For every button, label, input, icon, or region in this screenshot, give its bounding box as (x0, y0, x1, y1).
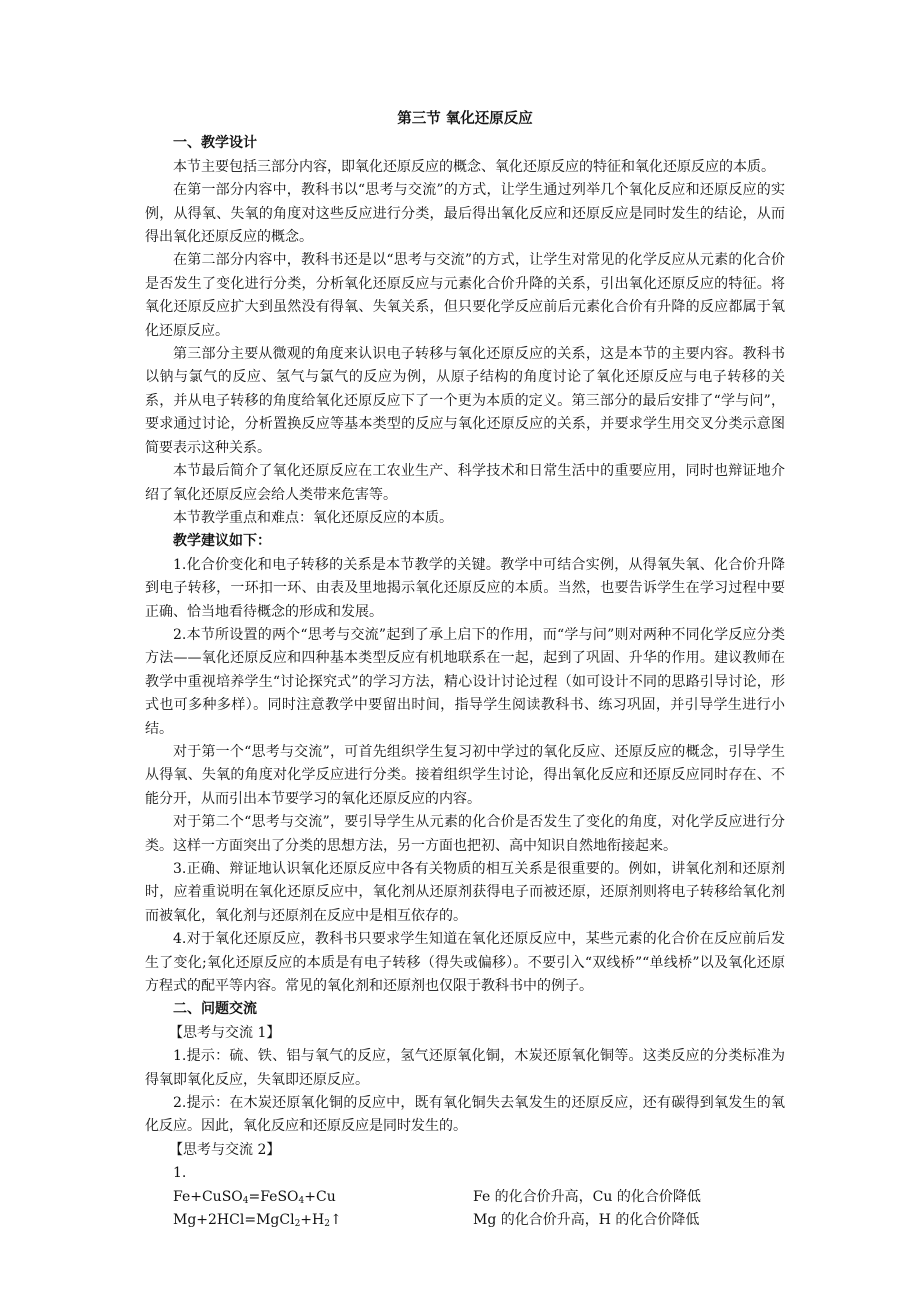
advice-heading: 教学建议如下： (173, 533, 271, 550)
section-heading-discussion: 二、问题交流 (173, 1001, 257, 1018)
paragraph: 本节主要包括三部分内容，即氧化还原反应的概念、氧化还原反应的特征和氧化还原反应的本质。 (173, 158, 775, 175)
box-heading-2: 【思考与交流 2】 (169, 1141, 281, 1158)
equation-note: Mg 的化合价升高，H 的化合价降低 (473, 1212, 700, 1229)
box-heading-1: 【思考与交流 1】 (169, 1024, 281, 1041)
equation-row (145, 1186, 785, 1209)
equation-note: Fe 的化合价升高，Cu 的化合价降低 (473, 1188, 701, 1205)
item-number: 1. (173, 1165, 187, 1182)
paragraph: 对于第一个“思考与交流”，可首先组织学生复习初中学过的氧化反应、还原反应的概念，引导学生从得氧、失氧的角度对化学反应进行分类。接着组织学生讨论，得出氧化反应和还原反应同时存在、不能分开，从而引出本节要学习的氧化还原反应的内容。 (145, 743, 785, 807)
paragraph-key-point: 本节教学重点和难点：氧化还原反应的本质。 (173, 509, 453, 526)
advice-item-2: 2.本节所设置的两个“思考与交流”起到了承上启下的作用，而“学与问”则对两种不同化学反应分类方法——氧化还原反应和四种基本类型反应有机地联系在一起，起到了巩固、升华的作用。建议教师在教学中重视培养学生“讨论探究式”的学习方法，精心设计讨论过程（如可设计不同的思路引导讨论，形式也可多种多样）。同时注意教学中要留出时间，指导学生阅读教科书、练习巩固，并引导学生进行小结。 (145, 626, 785, 737)
advice-item-4: 4.对于氧化还原反应，教科书只要求学生知道在氧化还原反应中，某些元素的化合价在反应前后发生了变化;氧化还原反应的本质是有电子转移（得失或偏移）。不要引入“双线桥”“单线桥”以及氧化还原方程式的配平等内容。常见的氧化剂和还原剂也仅限于教科书中的例子。 (145, 931, 785, 995)
paragraph: 第三部分主要从微观的角度来认识电子转移与氧化还原反应的关系，这是本节的主要内容。教科书以钠与氯气的反应、氢气与氯气的反应为例，从原子结构的角度讨论了氧化还原反应与电子转移的关系，并从电子转移的角度给氧化还原反应下了一个更为本质的定义。第三部分的最后安排了“学与问”，要求通过讨论，分析置换反应等基本类型的反应与氧化还原反应的关系，并要求学生用交叉分类示意图简要表示这种关系。 (145, 346, 785, 456)
advice-item-1: 1.化合价变化和电子转移的关系是本节教学的关键。教学中可结合实例，从得氧失氧、化合价升降到电子转移，一环扣一环、由表及里地揭示氧化还原反应的本质。当然，也要告诉学生在学习过程中要正确、恰当地看待概念的形成和发展。 (145, 556, 785, 620)
document-page (145, 108, 785, 1233)
page-title: 第三节 氧化还原反应 (397, 111, 533, 127)
equation-row (145, 1209, 785, 1232)
chemical-equation: $Mg+2HCl=MgCl_2+H_2↑$ (173, 1212, 342, 1230)
paragraph: 对于第二个“思考与交流”，要引导学生从元素的化合价是否发生了变化的角度，对化学反应进行分类。这样一方面突出了分类的思想方法，另一方面也把初、高中知识自然地衔接起来。 (145, 814, 785, 854)
paragraph: 在第二部分内容中，教科书还是以“思考与交流”的方式，让学生对常见的化学反应从元素的化合价是否发生了变化进行分类，分析氧化还原反应与元素化合价升降的关系，引出氧化还原反应的特征。将氧化还原反应扩大到虽然没有得氧、失氧关系，但只要化学反应前后元素化合价有升降的反应都属于氧化还原反应。 (145, 252, 785, 339)
paragraph: 本节最后简介了氧化还原反应在工农业生产、科学技术和日常生活中的重要应用，同时也辩证地介绍了氧化还原反应会给人类带来危害等。 (145, 463, 785, 503)
answer-1: 1.提示：硫、铁、铝与氧气的反应，氢气还原氧化铜，木炭还原氧化铜等。这类反应的分类标准为得氧即氧化反应，失氧即还原反应。 (145, 1048, 785, 1088)
answer-2: 2.提示：在木炭还原氧化铜的反应中，既有氧化铜失去氧发生的还原反应，还有碳得到氧发生的氧化反应。因此，氧化反应和还原反应是同时发生的。 (145, 1095, 785, 1135)
advice-item-3: 3.正确、辩证地认识氧化还原反应中各有关物质的相互关系是很重要的。例如，讲氧化剂和还原剂时，应着重说明在氧化还原反应中，氧化剂从还原剂获得电子而被还原，还原剂则将电子转移给氧化剂而被氧化，氧化剂与还原剂在反应中是相互依存的。 (145, 861, 785, 924)
chemical-equation: Fe+CuSO$_4$=FeSO$_4$+Cu (173, 1188, 336, 1206)
paragraph: 在第一部分内容中，教科书以“思考与交流”的方式，让学生通过列举几个氧化反应和还原反应的实例，从得氧、失氧的角度对这些反应进行分类，最后得出氧化反应和还原反应是同时发生的结论，从而得出氧化还原反应的概念。 (145, 182, 785, 246)
section-heading-teaching-design: 一、教学设计 (173, 135, 257, 152)
